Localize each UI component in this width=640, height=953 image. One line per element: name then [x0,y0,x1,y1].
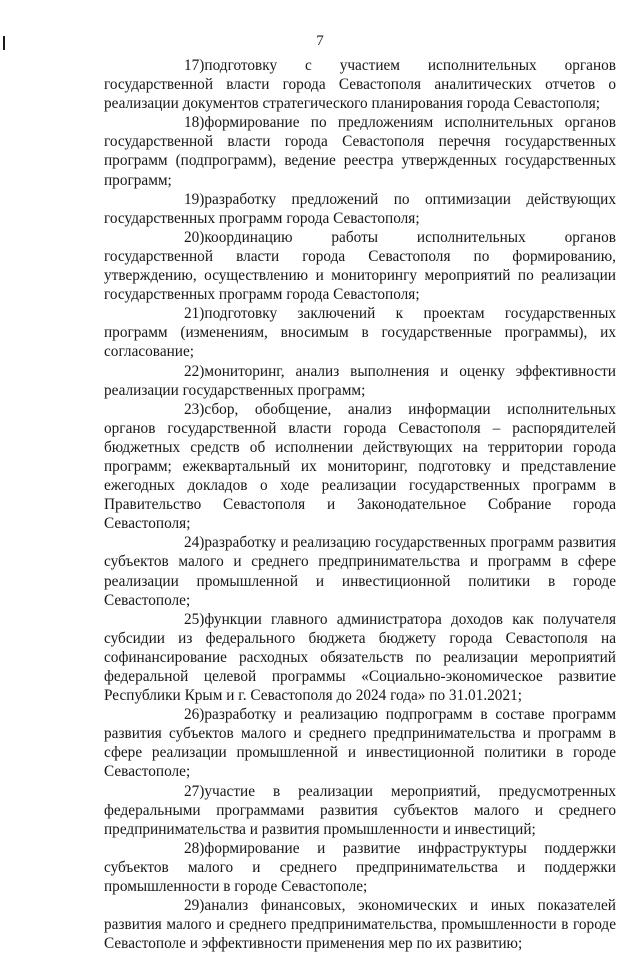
list-item [104,190,616,228]
page-number: 7 [316,33,324,49]
item-text: сбор, обобщение, анализ информации исполнительных органов государственной власти города Севастополя – распорядителей бюджетных средств об исполнении действующих на территории города программ; ежеквартальный их мониторинг, подготовку и представление ежегодных докладов о ходе реализации государственных программ в Правительство Севастополя и Законодательное Собрание города Севастополя; [104,400,616,533]
item-text: координацию работы исполнительных органов государственной власти города Севастополя по формированию, утверждению, осуществлению и мониторингу мероприятий по реализации государственных программ города Севастополя; [104,228,616,304]
item-text: формирование по предложениям исполнительных органов государственной власти города Севастополя перечня государственных программ (подпрограмм), ведение реестра утвержденных государственных программ; [104,114,616,189]
list-item [104,362,616,400]
item-text: мониторинг, анализ выполнения и оценку эффективности реализации государственных программ; [104,362,616,399]
item-number: 23) [184,400,205,418]
item-number: 27) [184,782,205,800]
item-text: анализ финансовых, экономических и иных показателей развития малого и среднего предпринимательства, промышленности в городе Севастополе и эффективности применения мер по их развитию; [104,897,616,953]
list-item [104,839,616,896]
item-number: 21) [184,305,205,323]
item-number: 24) [184,534,205,552]
item-text: разработку и реализацию подпрограмм в составе программ развития субъектов малого и среднего предпринимательства и программ в сфере реализации промышленной и инвестиционной политики в городе Севастополе; [104,706,616,781]
item-text: формирование и развитие инфраструктуры поддержки субъектов малого и среднего предпринимательства и поддержки промышленности в городе Севастополе; [104,839,616,896]
document-body [104,56,616,953]
item-text: подготовку заключений к проектам государственных программ (изменениям, вносимым в государственные программы), их согласование; [104,305,616,361]
item-number: 18) [184,114,205,132]
item-text: функции главного администратора доходов как получателя субсидии из федерального бюджета бюджету города Севастополя на софинансирование расходных обязательств по реализации мероприятий федеральной целевой программы «Социально-экономическое развитие Республики Крым и г. Севастополя до 2024 года» по 31.01.2021; [104,610,616,705]
list-item [104,304,616,361]
list-item [104,228,616,304]
item-text: разработку предложений по оптимизации действующих государственных программ города Севастополя; [104,190,616,227]
list-item [104,782,616,839]
list-item [104,705,616,781]
item-number: 26) [184,706,205,724]
item-text: подготовку с участием исполнительных органов государственной власти города Севастополя аналитических отчетов о реализации документов стратегического планирования города Севастополя; [104,57,616,113]
item-text: разработку и реализацию государственных программ развития субъектов малого и среднего предпринимательства и программ в сфере реализации промышленной и инвестиционной политики в городе Севастополе; [104,534,616,609]
list-item [104,533,616,609]
list-item [104,56,616,113]
list-item [104,113,616,189]
item-number: 22) [184,362,205,380]
item-number: 29) [184,897,205,915]
list-item [104,610,616,705]
item-number: 25) [184,610,205,628]
item-number: 20) [184,228,205,246]
item-number: 19) [184,190,205,208]
item-number: 28) [184,839,205,857]
item-text: участие в реализации мероприятий, предусмотренных федеральными программами развития субъектов малого и среднего предпринимательства и развития промышленности и инвестиций; [104,782,616,838]
list-item [104,400,616,534]
item-number: 17) [184,57,205,74]
